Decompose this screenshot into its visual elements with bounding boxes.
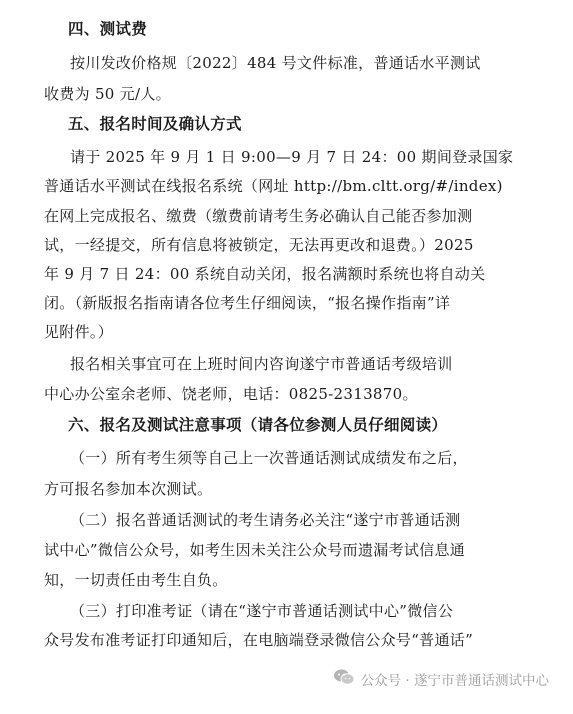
paragraph-line: 方可报名参加本次测试。: [44, 480, 213, 498]
paragraph-line: 试，一经提交，所有信息将被锁定，无法再更改和退费。）2025: [44, 236, 474, 254]
paragraph-line: （一）所有考生须等自己上一次普通话测试成绩发布之后，: [70, 449, 468, 467]
paragraph-line: 年 9 月 7 日 24：00 系统自动关闭，报名满额时系统也将自动关: [44, 265, 486, 283]
paragraph-line: 众号发布准考证打印通知后，在电脑端登录微信公众号“普通话”: [44, 631, 474, 649]
paragraph-line: 闭。（新版报名指南请各位考生仔细阅读，“报名操作指南”详: [44, 294, 451, 312]
paragraph-line: （二）报名普通话测试的考生请务必关注“遂宁市普通话测: [70, 511, 461, 529]
paragraph-line: 收费为 50 元/人。: [44, 85, 171, 103]
section-heading-notes: 六、报名及测试注意事项（请各位参测人员仔细阅读）: [68, 416, 448, 434]
paragraph-line: 请于 2025 年 9 月 1 日 9:00—9 月 7 日 24：00 期间登录国家: [70, 148, 514, 166]
wechat-icon: [333, 668, 355, 690]
section-heading-registration: 五、报名时间及确认方式: [68, 115, 242, 133]
paragraph-line: 试中心”微信公众号，如考生因未关注公众号而遗漏考试信息通: [44, 541, 466, 559]
paragraph-line: 知，一切责任由考生自负。: [44, 571, 228, 589]
paragraph-line: 普通话水平测试在线报名系统（网址 http://bm.cltt.org/#/index): [44, 177, 503, 195]
paragraph-line: 按川发改价格规〔2022〕484 号文件标准，普通话水平测试: [70, 54, 481, 72]
paragraph-line: 在网上完成报名、缴费（缴费前请考生务必确认自己能否参加测: [44, 207, 473, 225]
watermark: [333, 668, 549, 690]
watermark-text: 公众号 · 遂宁市普通话测试中心: [360, 673, 549, 689]
section-heading-fee: 四、测试费: [68, 20, 148, 38]
paragraph-line: 报名相关事宜可在上班时间内咨询遂宁市普通话考级培训: [70, 355, 453, 373]
paragraph-line: 中心办公室余老师、饶老师，电话：0825-2313870。: [44, 385, 418, 403]
paragraph-line: （三）打印准考证（请在“遂宁市普通话测试中心”微信公: [70, 602, 454, 620]
paragraph-line: 见附件。）: [44, 323, 114, 341]
